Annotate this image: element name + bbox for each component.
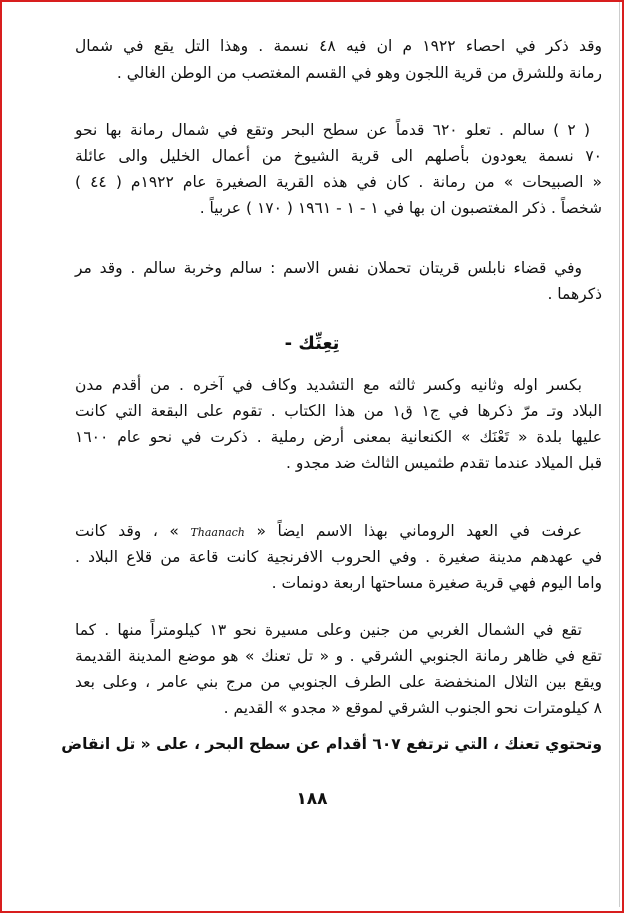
text-line: ٨ كيلومترات نحو الجنوب الشرقي لموقع « مجدو » القديم . bbox=[223, 699, 602, 717]
text-line: تقع في الشمال الغربي من جنين وعلى مسيرة نحو ١٣ كيلومتراً منها . كما bbox=[75, 621, 583, 639]
page-number: ١٨٨ bbox=[296, 789, 328, 809]
text-line: وفي قضاء نابلس قريتان تحملان نفس الاسم : سالم وخربة سالم . وقد مر bbox=[75, 259, 582, 277]
text-line: عليها بلدة « تَعْنَك » الكنعانية بمعنى أرض رملية . ذكرت في نحو عام ١٦٠٠ bbox=[75, 428, 602, 446]
text-segment: » ، وقد كانت bbox=[75, 522, 179, 540]
text-line: وتحتوي تعنك ، التي ترتفع ٦٠٧ أقدام عن سطح البحر ، على « تل انقاض bbox=[61, 735, 602, 753]
text-line: قبل الميلاد عندما تقدم طثميس الثالث ضد مجدو . bbox=[286, 454, 602, 472]
text-line bbox=[75, 520, 582, 544]
text-line: واما اليوم فهي قرية صغيرة مساحتها اربعة دونمات . bbox=[271, 574, 602, 592]
text-line: تقع في ظاهر رمانة الجنوبي الشرقي . و « تل تعنك » هو موضع المدينة القديمة bbox=[75, 647, 602, 665]
text-line: « الصبيحات » من رمانة . كان في هذه القرية الصغيرة عام ١٩٢٢م ( ٤٤ ) bbox=[75, 173, 602, 191]
text-line: بكسر اوله وثانيه وكسر ثالثه مع التشديد وكاف في آخره . من أقدم مدن bbox=[75, 376, 582, 394]
text-line: ذكرهما . bbox=[547, 285, 602, 303]
text-line: ويقع بين التلال المنخفضة على الطرف الجنوبي من مرج بني عامر ، وعلى بعد bbox=[75, 673, 602, 691]
text-line: ٧٠ نسمة يعودون بأصلهم الى قرية الشيوخ من أعمال الخليل والى عائلة bbox=[75, 147, 602, 165]
section-title: تِعِنِّك - bbox=[284, 333, 340, 354]
page-edge bbox=[619, 2, 620, 907]
text-segment: عرفت في العهد الروماني بهذا الاسم ايضاً « bbox=[256, 522, 582, 540]
text-line: رمانة وللشرق من قرية اللجون وهو في القسم المغتصب من الوطن الغالي . bbox=[116, 64, 602, 82]
text-line: البلاد وتـ مرّ ذكرها في ج١ ق١ من هذا الكتاب . تقوم على البقعة التي كانت bbox=[75, 402, 602, 420]
text-line: في عهدهم مدينة صغيرة . وفي الحروب الافرنجية كانت قاعة من قلاع البلاد . bbox=[75, 548, 602, 566]
text-line: شخصاً . ذكر المغتصبون ان بها في ١ - ١ - ١٩٦١ ( ١٧٠ ) عربياً . bbox=[199, 199, 602, 217]
latin-name: Thaanach bbox=[190, 526, 245, 539]
text-line: وقد ذكر في احصاء ١٩٢٢ م ان فيه ٤٨ نسمة . وهذا التل يقع في شمال bbox=[75, 37, 603, 55]
text-line: ( ٢ ) سالم . تعلو ٦٢٠ قدماً عن سطح البحر وتقع في شمال رمانة بها نحو bbox=[75, 121, 590, 139]
